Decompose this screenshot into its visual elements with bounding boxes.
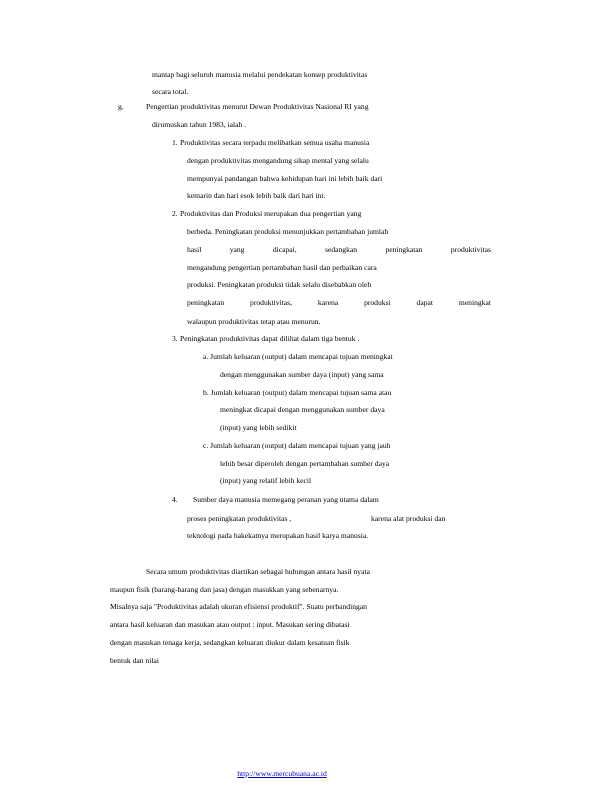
word: peningkatan [385,245,423,254]
word: dapat [416,298,433,307]
item-g-line-2: dirumuskan tahun 1983, ialah . [152,120,247,129]
word: peningkatan [187,298,225,307]
word: sedangkan [325,245,358,254]
item-g-marker: g. [118,102,124,111]
subitem-2-line-1: Produktivitas dan Produksi merupakan dua pengertian yang [180,209,362,218]
word: produktivitas [450,245,491,254]
subitem-3c-line-1: c. Jumlah keluaran (output) dalam mencapai tujuan yang jauh [203,441,391,450]
subitem-4-line-1: Sumber daya manusia memegang peranan yang utama dalam [193,495,379,504]
summary-line-2: maupun fisik (barang-barang dan jasa) dengan masukkan yang sebenarnya. [110,585,339,594]
summary-line-4: antara hasil keluaran dan masukan atau output : input. Masukan sering dibatasi [110,620,350,629]
item-g-line-1: Pengertian produktivitas menurut Dewan Produktivitas Nasional RI yang [146,102,369,111]
subitem-4-line-2-right: karena alat produksi dan [371,514,446,523]
intro-line-1: mantap bagi seluruh manusia melalui pendekatan konsep produktivitas [152,70,368,79]
word: karena [317,298,339,307]
subitem-2-line-4: mengandung pengertian pertambahan hasil dan perbaikan cara [187,263,377,272]
subitem-3c-line-3: (input) yang relatif lebih kecil [220,476,312,485]
subitem-3b-line-2: meningkat dicapai dengan menggunakan sumber daya [220,405,385,414]
subitem-1-line-1: Produktivitas secara terpadu melibatkan semua usaha manusia [180,138,370,147]
subitem-3b-line-3: (input) yang lebih sedikit [220,423,297,432]
subitem-2-line-5: produksi. Peningkatan produksi tidak selalu disebabkan oleh [187,280,372,289]
summary-line-6: bentuk dan nilai [110,656,159,665]
subitem-3-line: Peningkatan produktivitas dapat dilihat dalam tiga bentuk . [180,334,360,343]
subitem-3-number: 3. [172,334,178,343]
subitem-2-justified-line-1 [187,246,491,254]
subitem-1-number: 1. [172,138,178,147]
subitem-2-line-2: berbeda. Peningkatan produksi menunjukkan pertambahan jumlah [187,227,389,236]
subitem-3a-line-2: dengan menggunakan sumber daya (input) yang sama [220,370,384,379]
subitem-1-line-4: kemarin dan hari esok lebih baik dari hari ini. [187,191,326,200]
subitem-2-line-7: walaupun produktivitas tetap atau menurun. [187,317,321,326]
summary-line-1: Secara umum produktivitas diartikan sebagai hubungan antara hasil nyata [146,567,370,576]
subitem-3a-line-1: a. Jumlah keluaran (output) dalam mencapai tujuan meningkat [203,352,393,361]
subitem-4-line-3: teknologi pada hakekatnya merupakan hasil karya manusia. [187,531,369,540]
word: dicapai, [272,245,297,254]
subitem-4-line-2-left: proses peningkatan produktivitas , [187,514,292,523]
word: produktivitas, [250,298,293,307]
summary-line-3: Misalnya saja "Produktivitas adalah ukuran efisiensi produktif". Suatu perbandingan [110,602,367,611]
word: yang [229,245,245,254]
word: hasil [187,245,202,254]
subitem-1-line-2: dengan produktivitas mengandung sikap mental yang selalu [187,156,369,165]
subitem-2-justified-line-2 [187,299,491,307]
subitem-2-number: 2. [172,209,178,218]
subitem-3b-line-1: b. Jumlah keluaran (output) dalam mencapai tujuan sama atau [203,388,392,397]
footer-website-link[interactable]: http://www.mercubuana.ac.id [237,769,327,778]
word: meningkat [458,298,491,307]
word: produksi [364,298,391,307]
summary-line-5: dengan masukan tenaga kerja, sedangkan keluaran diukur dalam kesatuan fisik [110,638,350,647]
subitem-4-number: 4. [172,495,178,504]
subitem-1-line-3: mempunyai pandangan bahwa kehidupan hari ini lebih baik dari [187,174,383,183]
intro-line-2: secara total. [152,87,189,96]
subitem-3c-line-2: lebih besar diperoleh dengan pertambahan sumber daya [220,459,390,468]
